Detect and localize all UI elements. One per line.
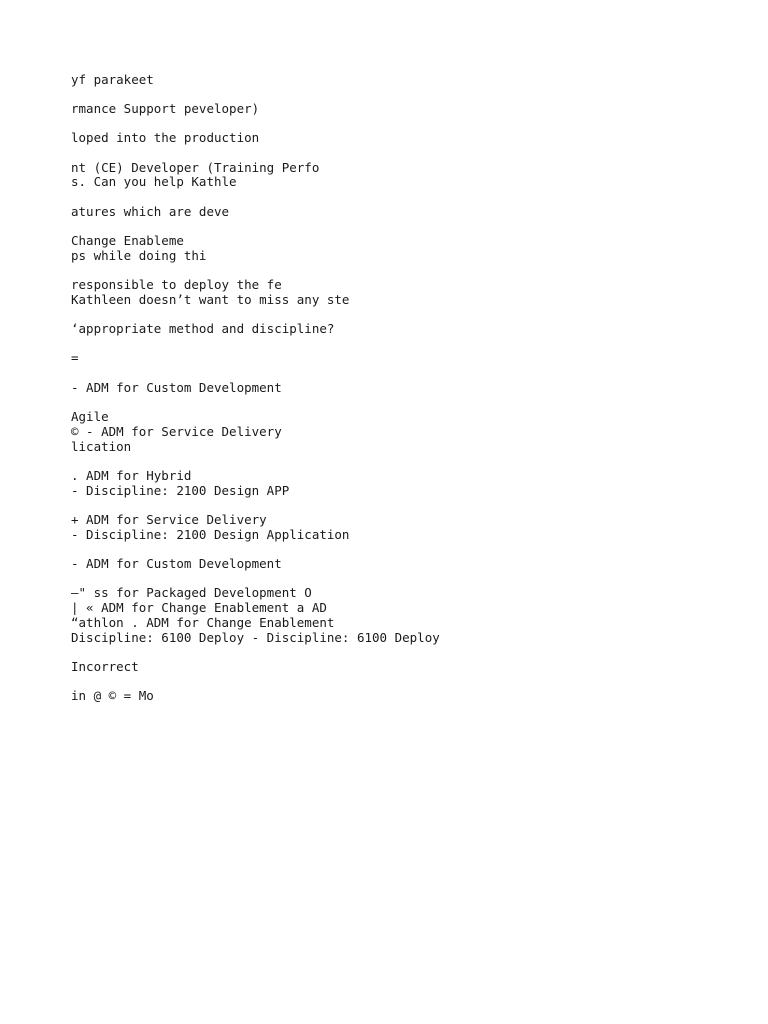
- text-line: - Discipline: 2100 Design Application: [71, 527, 350, 542]
- text-line: yf parakeet: [71, 72, 154, 87]
- text-line: —" ss for Packaged Development O: [71, 585, 312, 600]
- answer-option: © - ADM for Service Delivery: [71, 424, 282, 439]
- text-line: responsible to deploy the fe: [71, 277, 282, 292]
- result-text: Incorrect: [71, 659, 139, 674]
- text-line: =: [71, 350, 79, 365]
- text-line: | « ADM for Change Enablement a AD: [71, 600, 327, 615]
- text-line: in @ © = Mo: [71, 688, 154, 703]
- text-line: loped into the production: [71, 130, 260, 145]
- answer-option: - ADM for Custom Development: [71, 556, 282, 571]
- text-line: Agile: [71, 409, 109, 424]
- text-line: Change Enableme: [71, 233, 184, 248]
- text-line: s. Can you help Kathle: [71, 174, 237, 189]
- answer-option: . ADM for Hybrid: [71, 468, 192, 483]
- answer-option: + ADM for Service Delivery: [71, 512, 267, 527]
- text-line: “athlon . ADM for Change Enablement: [71, 615, 335, 630]
- question-text: ‘appropriate method and discipline?: [71, 321, 335, 336]
- text-line: lication: [71, 439, 132, 454]
- text-line: - Discipline: 2100 Design APP: [71, 483, 290, 498]
- text-line: ps while doing thi: [71, 248, 207, 263]
- text-line: atures which are deve: [71, 204, 230, 219]
- answer-option: - ADM for Custom Development: [71, 380, 282, 395]
- text-line: nt (CE) Developer (Training Perfo: [71, 160, 320, 175]
- text-line: rmance Support peveloper): [71, 101, 260, 116]
- text-line: Discipline: 6100 Deploy - Discipline: 6100 Deploy: [71, 630, 440, 645]
- text-line: Kathleen doesn’t want to miss any ste: [71, 292, 350, 307]
